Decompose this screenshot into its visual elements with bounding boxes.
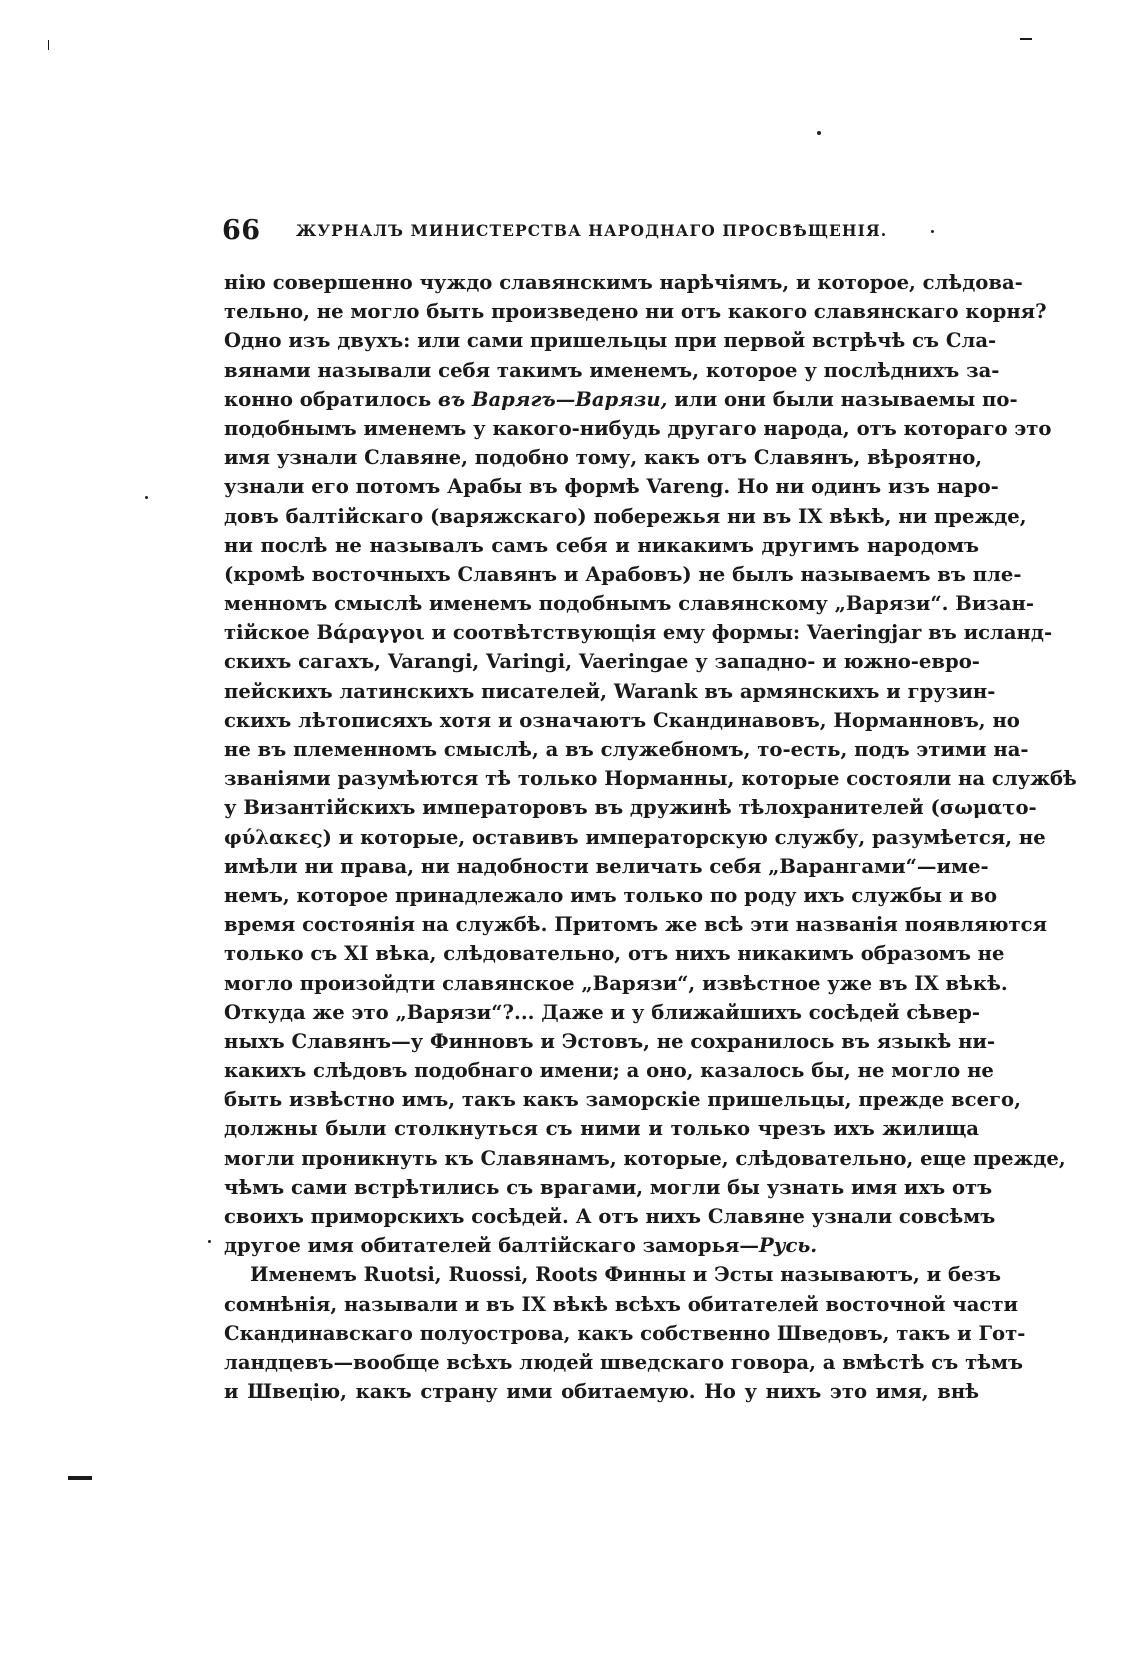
margin-bar: [68, 1476, 92, 1480]
page-header: [222, 215, 984, 255]
text-line: должны были столкнуться съ ними и только чрезъ ихъ жилища: [224, 1117, 979, 1141]
text-line: φύλακες) и которые, оставивъ императорскую службу, разумѣется, не: [224, 825, 1046, 849]
text-line: только съ XI вѣка, слѣдовательно, отъ нихъ никакимъ образомъ не: [224, 942, 1005, 966]
text-line: вянами называли себя такимъ именемъ, которое у послѣднихъ за-: [224, 358, 1000, 382]
margin-dot: [145, 496, 148, 499]
margin-dash: [1020, 38, 1032, 40]
text-line: у Византійскихъ императоровъ въ дружинѣ тѣлохранителей (σωματο-: [224, 796, 1037, 820]
ink-speck: [817, 131, 821, 135]
text-line: [224, 385, 1018, 414]
text-line: скихъ сагахъ, Varangi, Varingi, Vaeringae у западно- и южно-евро-: [224, 650, 980, 674]
paragraph-line: и Швецію, какъ страну ими обитаемую. Но у нихъ это имя, внѣ: [224, 1380, 979, 1404]
text-line: подобнымъ именемъ у какого-нибудь другаго народа, отъ котораго это: [224, 416, 1052, 440]
text-line: пейскихъ латинскихъ писателей, Warank въ армянскихъ и грузин-: [224, 679, 996, 703]
margin-dot: [208, 1240, 211, 1243]
paragraph-line: Скандинавскаго полуострова, какъ собственно Шведовъ, такъ и Гот-: [224, 1321, 1026, 1345]
text-line: не въ племенномъ смыслѣ, а въ служебномъ, то-есть, подъ этими на-: [224, 738, 1029, 761]
text-line: Одно изъ двухъ: или сами пришельцы при первой встрѣчѣ съ Сла-: [224, 329, 997, 353]
text-line: Откуда же это „Варязи“?... Даже и у ближайшихъ сосѣдей сѣвер-: [224, 1000, 980, 1024]
text-line: могло произойдти славянское „Варязи“, извѣстное уже въ IX вѣкѣ.: [224, 971, 1008, 995]
text-line: могли проникнуть къ Славянамъ, которые, слѣдовательно, еще прежде,: [224, 1146, 1066, 1170]
text-line: имя узнали Славяне, подобно тому, какъ отъ Славянъ, вѣроятно,: [224, 446, 983, 470]
text-line: время состоянія на службѣ. Притомъ же всѣ эти названія появляются: [224, 913, 1048, 937]
body-text: [224, 268, 1077, 1406]
paragraph-line: ландцевъ—вообще всѣхъ людей шведскаго говора, а вмѣстѣ съ тѣмъ: [224, 1350, 1024, 1374]
page-number: 66: [222, 215, 261, 246]
text-line: немъ, которое принадлежало имъ только по роду ихъ службы и во: [224, 883, 998, 907]
text-fragment: конно обратилось: [224, 387, 432, 411]
text-line: тельно, не могло быть произведено ни отъ какого славянскаго корня?: [224, 300, 1047, 324]
text-line: [224, 1231, 979, 1260]
text-line: нію совершенно чуждо славянскимъ нарѣчіямъ, и которое, слѣдова-: [224, 271, 1023, 294]
text-line: менномъ смыслѣ именемъ подобнымъ славянскому „Варязи“. Визан-: [224, 592, 1035, 616]
text-line: (кромѣ восточныхъ Славянъ и Арабовъ) не былъ называемъ въ пле-: [224, 562, 1022, 586]
text-line: своихъ приморскихъ сосѣдей. А отъ нихъ Славяне узнали совсѣмъ: [224, 1205, 996, 1228]
text-fragment: другое имя обитателей балтійскаго заморья—: [224, 1234, 759, 1258]
running-title: ЖУРНАЛЪ МИНИСТЕРСТВА НАРОДНАГО ПРОСВѢЩЕНІЯ.: [296, 221, 888, 240]
text-line: тійское Βάραγγοι и соотвѣтствующія ему формы: Vaeringjar въ исланд-: [224, 621, 1053, 645]
text-line: имѣли ни права, ни надобности величать себя „Варангами“—име-: [224, 854, 989, 878]
text-line: чѣмъ сами встрѣтились съ врагами, могли бы узнать имя ихъ отъ: [224, 1175, 993, 1199]
text-line: скихъ лѣтописяхъ хотя и означаютъ Скандинавовъ, Норманновъ, но: [224, 708, 1020, 732]
text-line: быть извѣстно имъ, такъ какъ заморскіе пришельцы, прежде всего,: [224, 1088, 1021, 1112]
text-line: ныхъ Славянъ—у Финновъ и Эстовъ, не сохранилось въ языкѣ ни-: [224, 1029, 996, 1053]
text-fragment: или они были называемы по-: [674, 387, 1018, 411]
text-line: званіями разумѣются тѣ только Норманны, которые состояли на службѣ: [224, 767, 1077, 791]
italic-term: Русь.: [759, 1234, 818, 1258]
margin-tick: [48, 40, 49, 50]
text-line: какихъ слѣдовъ подобнаго имени; а оно, казалось бы, не могло не: [224, 1059, 994, 1083]
text-line: довъ балтійскаго (варяжскаго) побережья ни въ IX вѣкѣ, ни прежде,: [224, 504, 1027, 528]
italic-term: въ Варягъ—Варязи,: [437, 387, 668, 411]
text-line: ни послѣ не называлъ самъ себя и никакимъ другимъ народомъ: [224, 533, 979, 557]
paragraph-line: сомнѣнія, называли и въ IX вѣкѣ всѣхъ обитателей восточной части: [224, 1292, 1019, 1316]
paragraph-line: Именемъ Ruotsi, Ruossi, Roots Финны и Эсты называютъ, и безъ: [250, 1263, 1002, 1287]
text-line: узнали его потомъ Арабы въ формѣ Vareng. Но ни одинъ изъ наро-: [224, 475, 999, 499]
